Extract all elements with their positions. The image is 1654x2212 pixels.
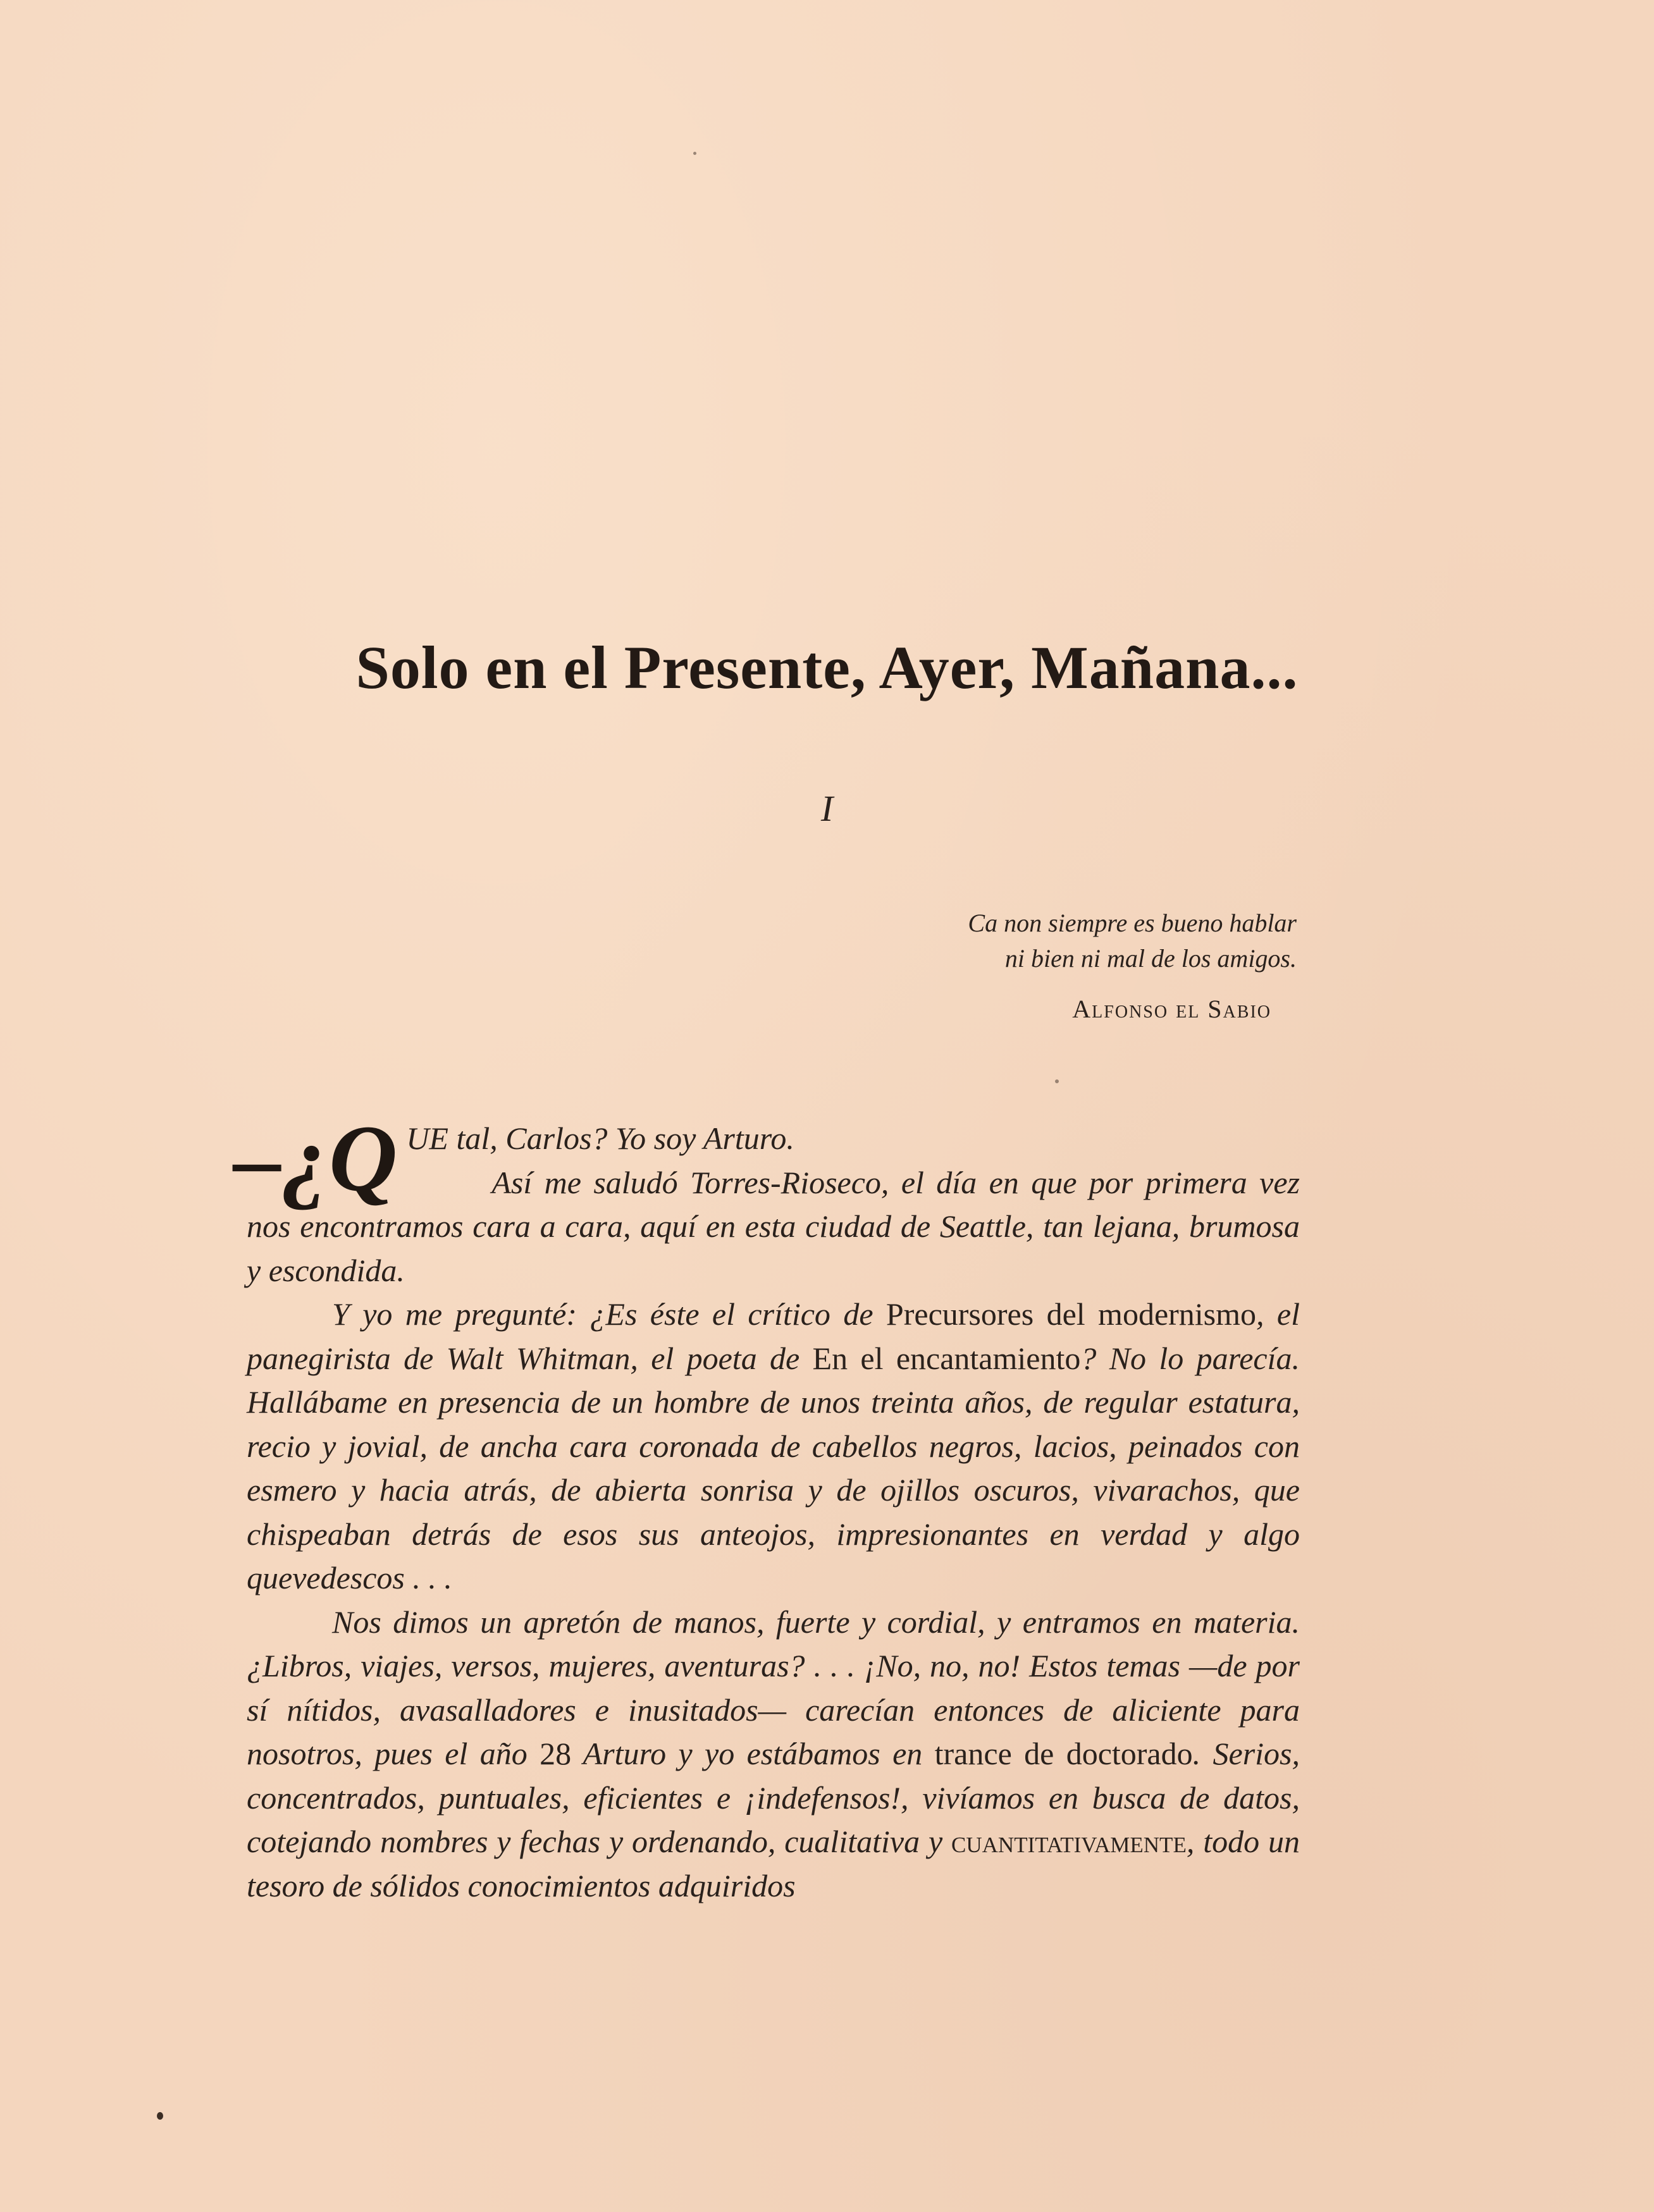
paragraph-1 [234,1106,1300,1293]
paragraph-1-lead: UE tal, Carlos? Yo soy Arturo. [406,1121,794,1156]
paper-speck [693,152,696,155]
paragraph-2 [247,1293,1300,1601]
p2-c: , el panegirista de Walt Whitman, el poeta de [247,1296,1300,1376]
epigraph-line-1: Ca non siempre es bueno hablar [968,909,1297,937]
p3-cuantitativamente: cuantitativamente [951,1824,1187,1859]
paragraph-3 [247,1601,1300,1908]
p2-book-title-2: En el encantamiento [812,1340,1081,1376]
paragraph-1-rest: Así me saludó Torres-Rioseco, el día en que por primera vez nos encontramos cara a cara, aquí en esta ciudad de Seattle, tan lejana, brumosa y escondida. [247,1164,1300,1288]
epigraph-line-2: ni bien ni mal de los amigos. [1004,944,1297,973]
section-number: I [820,788,834,829]
paper-speck [1055,1079,1059,1083]
drop-cap: –¿Q [234,1106,398,1211]
p3-c: Arturo y yo estábamos en [571,1736,935,1771]
p3-trance: trance de doctorado [934,1736,1193,1771]
p2-e: ? No lo parecía. Hallábame en presencia de un hombre de unos treinta años, de regular estatura, recio y jovial, de ancha cara coronada de cabellos negros, lacios, peinados con esmero y hacia atrás, de abierta sonrisa y de ojillos oscuros, vivarachos, que chispeaban detrás de esos sus anteojos, impresionantes en verdad y algo quevedescos . . . [247,1340,1300,1595]
p2-a: Y yo me pregunté: ¿Es éste el crítico de [332,1296,886,1332]
epigraph-author: Alfonso el Sabio [1072,995,1271,1023]
p2-book-title-1: Precursores del modernismo [886,1296,1257,1332]
p3-g: , todo un tesoro de sólidos conocimientos adquiridos [247,1824,1300,1903]
p3-e: . Serios, concentrados, puntuales, eficientes e ¡indefensos!, vivíamos en busca de datos, cotejando nombres y fechas y ordenando, cualitativa y [247,1736,1300,1859]
body-text [234,1106,1300,1908]
page-title: Solo en el Presente, Ayer, Mañana... [355,634,1299,701]
paper-speck [157,2112,163,2120]
p3-a: Nos dimos un apretón de manos, fuerte y cordial, y entramos en materia. ¿Libros, viajes, versos, mujeres, aventuras? . . . ¡No, no, no! Estos temas —de por sí nítidos, avasalladores e inusitados— carecían entonces de aliciente para nosotros, pues el año [247,1604,1300,1771]
p3-year: 28 [540,1736,572,1771]
epigraph [759,906,1297,976]
